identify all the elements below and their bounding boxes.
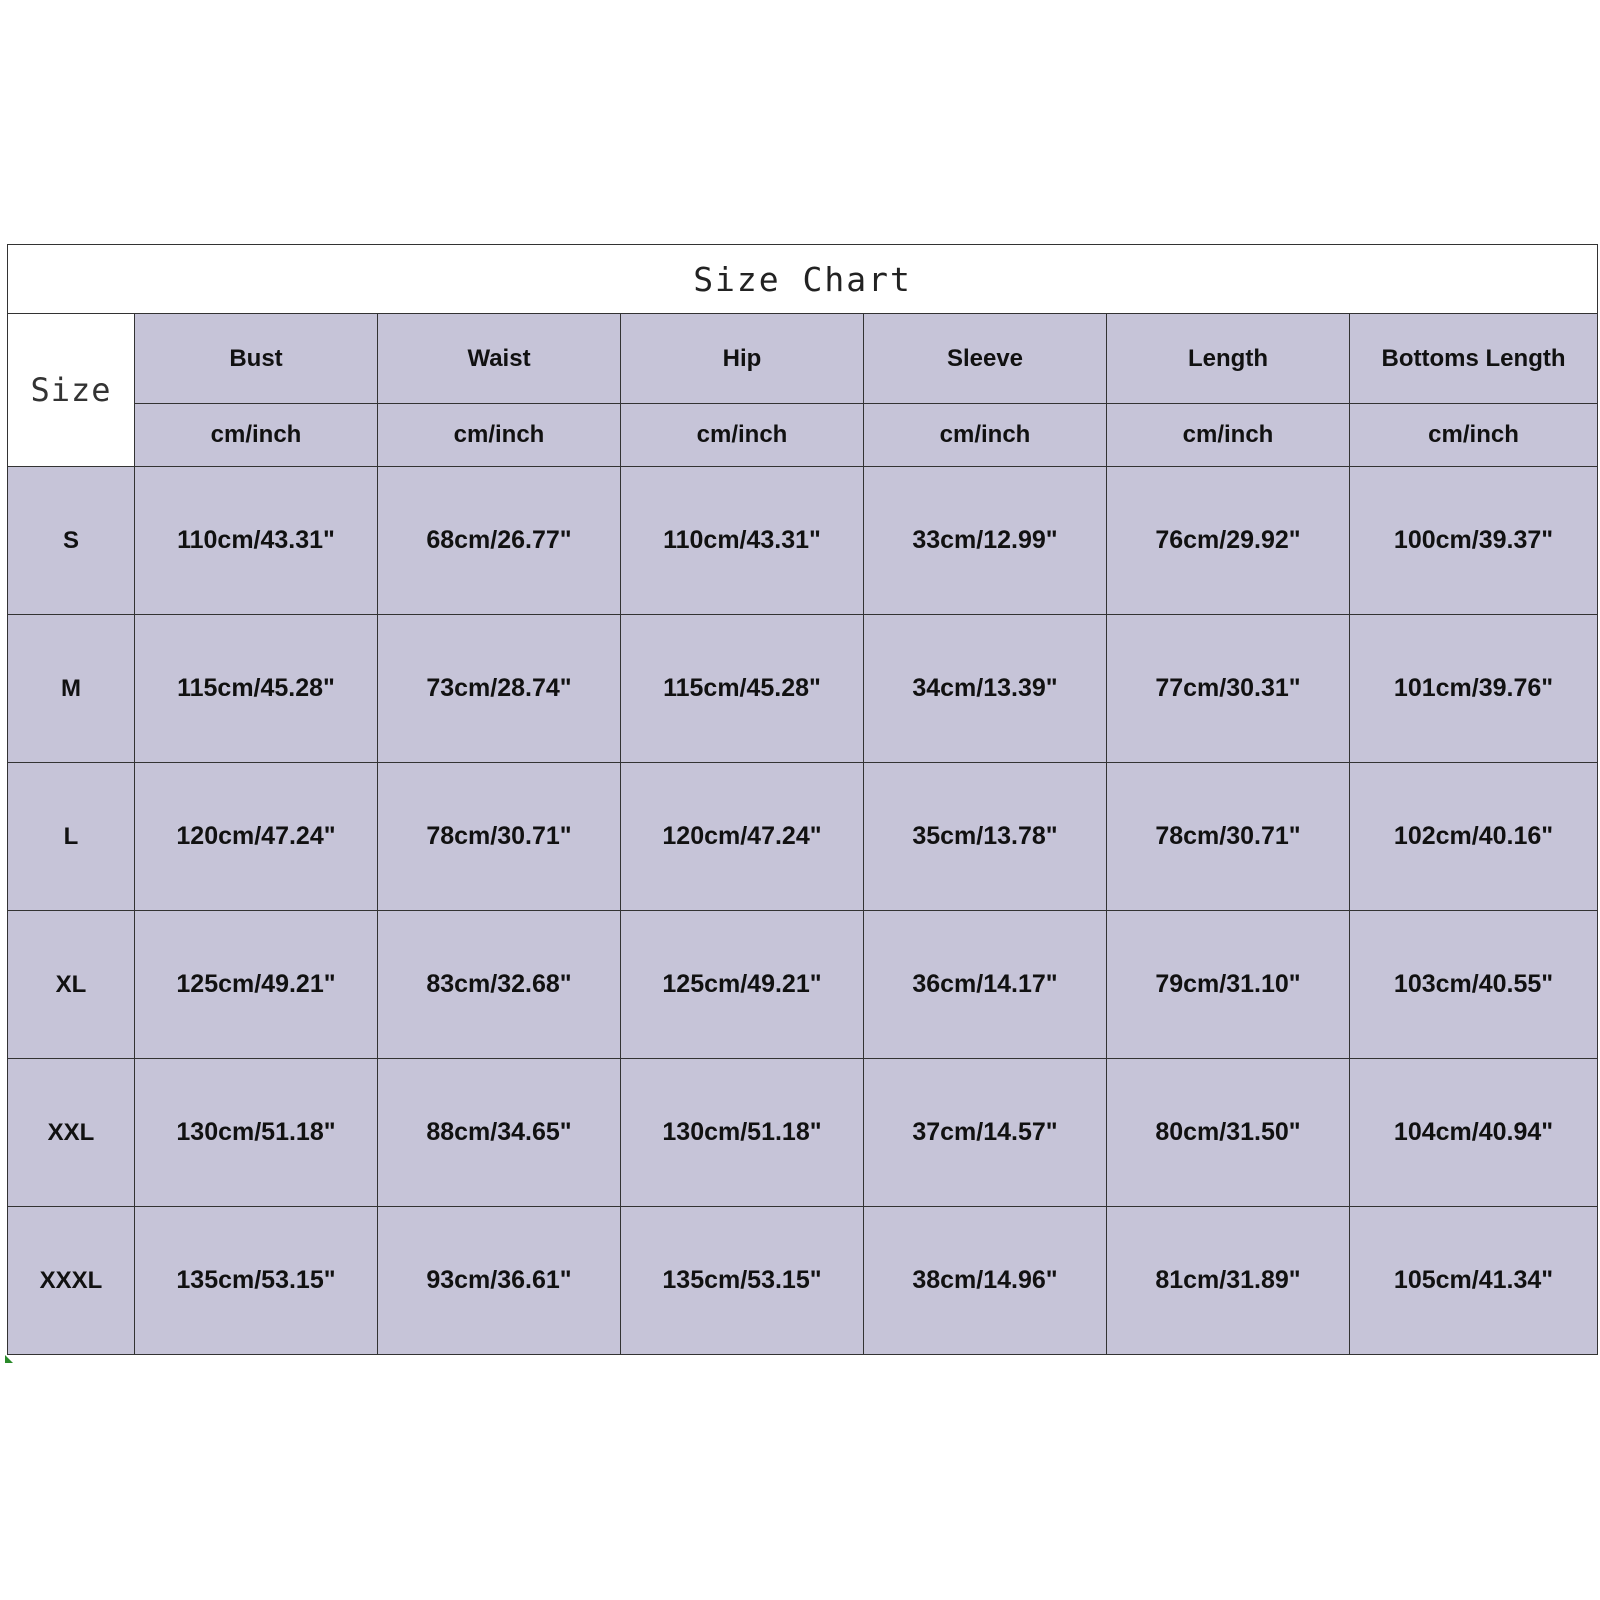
- table-row: [8, 1059, 1598, 1207]
- measurement-cell: 36cm/14.17": [864, 911, 1107, 1059]
- unit-label: cm/inch: [1107, 404, 1350, 467]
- measurement-cell: 73cm/28.74": [378, 615, 621, 763]
- measurement-cell: 102cm/40.16": [1350, 763, 1598, 911]
- measurement-cell: 135cm/53.15": [621, 1207, 864, 1355]
- unit-label: cm/inch: [621, 404, 864, 467]
- unit-label: cm/inch: [378, 404, 621, 467]
- table-row: [8, 1207, 1598, 1355]
- unit-label: cm/inch: [1350, 404, 1598, 467]
- size-cell: M: [8, 615, 135, 763]
- size-chart-table: [7, 244, 1598, 1355]
- measurement-cell: 110cm/43.31": [135, 467, 378, 615]
- unit-label: cm/inch: [135, 404, 378, 467]
- measurement-cell: 125cm/49.21": [135, 911, 378, 1059]
- measurement-cell: 88cm/34.65": [378, 1059, 621, 1207]
- size-column-header: Size: [8, 314, 135, 467]
- measurement-cell: 33cm/12.99": [864, 467, 1107, 615]
- chart-title: Size Chart: [8, 245, 1598, 314]
- measurement-cell: 101cm/39.76": [1350, 615, 1598, 763]
- size-cell: XXL: [8, 1059, 135, 1207]
- table-row: [8, 763, 1598, 911]
- size-cell: L: [8, 763, 135, 911]
- table-row: [8, 615, 1598, 763]
- measurement-cell: 34cm/13.39": [864, 615, 1107, 763]
- measurement-cell: 115cm/45.28": [621, 615, 864, 763]
- measurement-cell: 105cm/41.34": [1350, 1207, 1598, 1355]
- size-cell: XL: [8, 911, 135, 1059]
- measurement-cell: 100cm/39.37": [1350, 467, 1598, 615]
- column-header-bottoms-length: Bottoms Length: [1350, 314, 1598, 404]
- measurement-cell: 125cm/49.21": [621, 911, 864, 1059]
- measurement-cell: 110cm/43.31": [621, 467, 864, 615]
- column-header-sleeve: Sleeve: [864, 314, 1107, 404]
- measurement-cell: 78cm/30.71": [1107, 763, 1350, 911]
- measurement-cell: 115cm/45.28": [135, 615, 378, 763]
- measurement-cell: 68cm/26.77": [378, 467, 621, 615]
- size-cell: XXXL: [8, 1207, 135, 1355]
- measurement-cell: 93cm/36.61": [378, 1207, 621, 1355]
- measurement-cell: 120cm/47.24": [135, 763, 378, 911]
- column-header-bust: Bust: [135, 314, 378, 404]
- measurement-cell: 76cm/29.92": [1107, 467, 1350, 615]
- measurement-cell: 79cm/31.10": [1107, 911, 1350, 1059]
- column-header-hip: Hip: [621, 314, 864, 404]
- measurement-cell: 135cm/53.15": [135, 1207, 378, 1355]
- measurement-cell: 130cm/51.18": [621, 1059, 864, 1207]
- measurement-cell: 80cm/31.50": [1107, 1059, 1350, 1207]
- unit-label: cm/inch: [864, 404, 1107, 467]
- measurement-cell: 37cm/14.57": [864, 1059, 1107, 1207]
- measurement-cell: 81cm/31.89": [1107, 1207, 1350, 1355]
- table-row: [8, 467, 1598, 615]
- measurement-cell: 103cm/40.55": [1350, 911, 1598, 1059]
- corner-marker: [5, 1355, 13, 1363]
- column-header-length: Length: [1107, 314, 1350, 404]
- measurement-cell: 120cm/47.24": [621, 763, 864, 911]
- measurement-cell: 35cm/13.78": [864, 763, 1107, 911]
- measurement-cell: 83cm/32.68": [378, 911, 621, 1059]
- measurement-cell: 77cm/30.31": [1107, 615, 1350, 763]
- column-header-waist: Waist: [378, 314, 621, 404]
- size-cell: S: [8, 467, 135, 615]
- measurement-cell: 78cm/30.71": [378, 763, 621, 911]
- measurement-cell: 38cm/14.96": [864, 1207, 1107, 1355]
- table-row: [8, 911, 1598, 1059]
- measurement-cell: 130cm/51.18": [135, 1059, 378, 1207]
- measurement-cell: 104cm/40.94": [1350, 1059, 1598, 1207]
